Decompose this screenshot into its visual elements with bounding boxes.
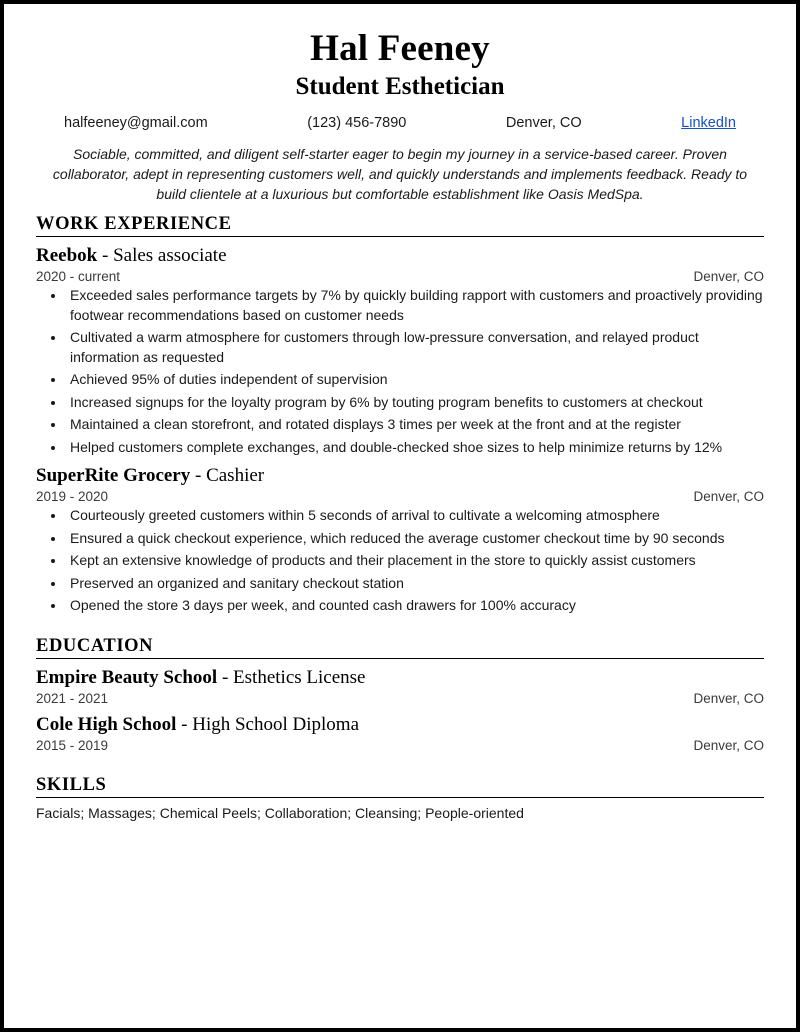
work-bullet-list [36,506,764,615]
work-organization: SuperRite Grocery [36,465,191,487]
work-location: Denver, CO [693,489,764,505]
section-divider-skills [36,797,764,798]
section-title-skills: SKILLS [36,775,107,796]
education-meta [36,738,764,753]
job-title: Student Esthetician [295,72,505,100]
work-meta [36,489,764,504]
work-role: Cashier [206,465,265,487]
section-title-education: EDUCATION [36,636,154,657]
work-role: Sales associate [113,244,227,266]
professional-summary: Sociable, committed, and diligent self-starter eager to begin my journey in a service-based career. Proven collaborator, adept in representing customers well, and quickly understands and implements feedback. Ready to build clientele at a luxurious but comfortable establishment like Oasis MedSpa. [52,145,748,202]
spacer [36,757,764,767]
work-dates: 2019 - 2020 [36,489,109,505]
education-degree: Esthetics License [233,667,366,689]
list-item: • Helped customers complete exchanges, and double-checked shoe sizes to help minimize returns by 12% [66,438,764,458]
linkedin-link[interactable]: LinkedIn [681,114,736,131]
work-separator: - [195,465,202,487]
work-dates: 2020 - current [36,268,121,284]
education-entry [36,667,764,706]
work-location: Denver, CO [693,268,764,284]
list-item: • Exceeded sales performance targets by 7% by quickly building rapport with customers and proactively providing footwear recommendations based on customer needs [66,286,764,326]
education-degree: High School Diploma [192,714,360,736]
education-entry-heading [36,714,764,736]
list-item: • Ensured a quick checkout experience, which reduced the average customer checkout time by 90 seconds [66,529,764,549]
phone-text: (123) 456-7890 [307,114,407,131]
section-divider-work [36,236,764,237]
work-separator: - [101,244,109,266]
list-item: • Courteously greeted customers within 5 seconds of arrival to cultivate a welcoming atmosphere [66,506,764,526]
location-text: Denver, CO [505,114,582,131]
section-divider-education [36,658,764,659]
page-title: Hal Feeney [310,28,490,69]
education-school: Cole High School [36,714,177,736]
spacer [36,618,764,628]
education-separator: - [181,714,188,736]
education-location: Denver, CO [693,738,764,754]
education-entry [36,714,764,753]
list-item: • Preserved an organized and sanitary checkout station [66,574,764,594]
list-item: • Maintained a clean storefront, and rotated displays 3 times per week at the front and at the register [66,415,764,435]
work-entry-heading [36,245,764,267]
work-organization: Reebok [36,244,98,266]
education-separator: - [221,667,229,689]
work-entry-heading [36,465,764,487]
work-entry [36,465,764,615]
list-item: • Kept an extensive knowledge of products and their placement in the store to quickly assist customers [66,551,764,571]
education-dates: 2021 - 2021 [36,691,109,707]
list-item: • Increased signups for the loyalty program by 6% by touting program benefits to customers at checkout [66,393,764,413]
education-location: Denver, CO [693,691,764,707]
work-entry [36,245,764,458]
list-item: • Opened the store 3 days per week, and counted cash drawers for 100% accuracy [66,596,764,616]
email-text: halfeeney@gmail.com [64,114,208,131]
education-entry-heading [36,667,764,689]
contact-row [36,115,764,131]
education-meta [36,691,764,706]
list-item: • Cultivated a warm atmosphere for customers through low-pressure conversation, and relayed product information as requested [66,328,764,368]
education-dates: 2015 - 2019 [36,738,109,754]
list-item: • Achieved 95% of duties independent of supervision [66,370,764,390]
education-school: Empire Beauty School [36,667,218,689]
work-meta [36,269,764,284]
section-title-work: WORK EXPERIENCE [36,213,232,234]
work-bullet-list [36,286,764,458]
skills-list: Facials; Massages; Chemical Peels; Collaboration; Cleansing; People-oriented [36,805,524,822]
